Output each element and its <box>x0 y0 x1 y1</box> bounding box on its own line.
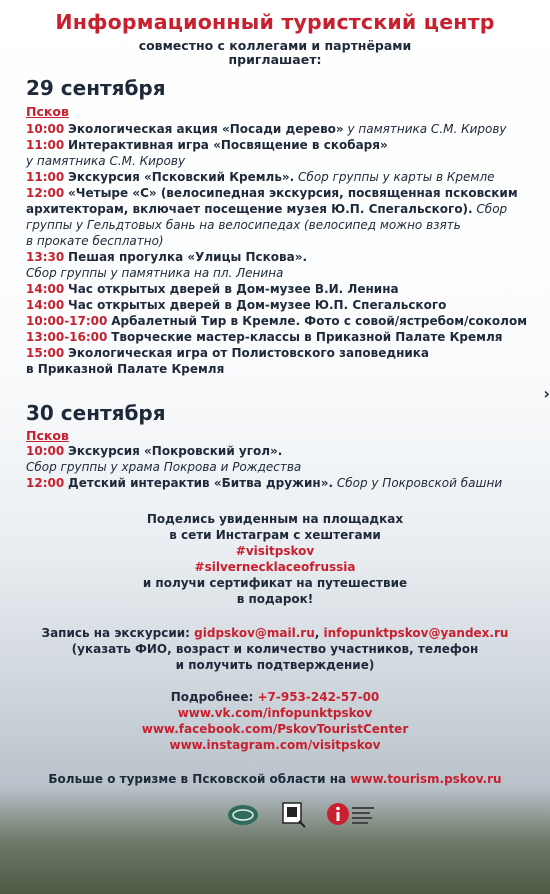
event-name: Экологическая акция «Посади дерево» <box>68 122 344 136</box>
event-row <box>26 281 541 297</box>
vk-link[interactable]: www.vk.com/infopunktpskov <box>177 706 373 720</box>
event-name: Интерактивная игра «Посвящение в скобаря» <box>68 138 388 152</box>
event-row <box>26 475 541 491</box>
event-time: 12:00 <box>26 186 65 200</box>
event-row <box>26 265 541 281</box>
next-chevron-icon[interactable]: › <box>543 384 550 403</box>
event-row <box>26 297 541 313</box>
event-row <box>26 249 541 265</box>
event-time: 10:00 <box>26 122 65 136</box>
event-name: Арбалетный Тир в Кремле. Фото с совой/ястребом/соколом <box>111 314 528 328</box>
signup-line3: и получить подтверждение) <box>175 658 375 672</box>
event-row <box>26 443 541 459</box>
event-note: у памятника С.М. Кирову <box>343 122 507 136</box>
event-time: 13:30 <box>26 250 65 264</box>
day2-date: 30 сентября <box>26 401 166 425</box>
event-name: Экскурсия «Покровский угол». <box>68 444 283 458</box>
signup-line <box>0 626 550 640</box>
event-name: Пешая прогулка «Улицы Пскова». <box>68 250 308 264</box>
info-center-logo <box>326 801 376 833</box>
day1-city: Псков <box>26 104 69 119</box>
more-label: Подробнее: <box>170 690 258 704</box>
event-name: Час открытых дверей в Дом-музее В.И. Ленина <box>68 282 399 296</box>
event-row <box>26 361 541 377</box>
event-row <box>26 201 541 217</box>
event-name: Экскурсия «Псковский Кремль». <box>68 170 295 184</box>
share-line2: в сети Инстаграм с хештегами <box>169 528 381 542</box>
email-link-2[interactable]: infopunktpskov@yandex.ru <box>323 626 509 640</box>
footer-line <box>0 772 550 786</box>
event-name: Экологическая игра от Полистовского заповедника <box>68 346 430 360</box>
instagram-link[interactable]: www.instagram.com/visitpskov <box>169 738 381 752</box>
signup-sep: , <box>314 626 324 640</box>
share-line1: Поделись увиденным на площадках <box>146 512 404 526</box>
event-name: Час открытых дверей в Дом-музее Ю.П. Спегальского <box>68 298 447 312</box>
day2-city: Псков <box>26 428 69 443</box>
event-time: 14:00 <box>26 282 65 296</box>
event-row <box>26 137 541 153</box>
partner-logo-1 <box>226 803 260 831</box>
event-note: Сбор <box>472 202 508 216</box>
event-row <box>26 217 541 233</box>
event-time: 11:00 <box>26 138 65 152</box>
phone-link[interactable]: +7-953-242-57-00 <box>257 690 380 704</box>
subtitle-line2: приглашает: <box>228 52 322 67</box>
event-row <box>26 169 541 185</box>
day1-date: 29 сентября <box>26 76 166 100</box>
event-time: 14:00 <box>26 298 65 312</box>
event-note: Сбор группы у памятника на пл. Ленина <box>26 266 284 280</box>
hashtag-visitpskov[interactable]: #visitpskov <box>235 544 315 558</box>
event-note: группы у Гельдтовых бань на велосипедах (велосипед можно взять <box>26 218 461 232</box>
event-row <box>26 121 541 137</box>
event-note: у памятника С.М. Кирову <box>26 154 186 168</box>
event-time: 13:00-16:00 <box>26 330 108 344</box>
event-name: архитекторам, включает посещение музея Ю.П. Спегальского). <box>26 202 473 216</box>
hashtag-silvernecklace[interactable]: #silvernecklaceofrussia <box>194 560 356 574</box>
event-note: Сбор у Покровской башни <box>333 476 503 490</box>
footer-label: Больше о туризме в Псковской области на <box>48 772 351 786</box>
event-row <box>26 345 541 361</box>
event-name: Творческие мастер-классы в Приказной Палате Кремля <box>111 330 503 344</box>
email-link-1[interactable]: gidpskov@mail.ru <box>194 626 315 640</box>
event-row <box>26 233 541 249</box>
event-time: 10:00-17:00 <box>26 314 108 328</box>
event-name: Детский интерактив «Битва дружин». <box>68 476 334 490</box>
event-note: Сбор группы у карты в Кремле <box>294 170 495 184</box>
page-title: Информационный туристский центр <box>55 10 495 34</box>
event-row <box>26 185 541 201</box>
event-time: 10:00 <box>26 444 65 458</box>
share-line4: в подарок! <box>236 592 314 606</box>
facebook-link[interactable]: www.facebook.com/PskovTouristCenter <box>141 722 409 736</box>
event-note: в прокате бесплатно) <box>26 234 164 248</box>
event-time: 15:00 <box>26 346 65 360</box>
event-name: «Четыре «С» (велосипедная экскурсия, посвященная псковским <box>68 186 518 200</box>
partner-logo-2 <box>281 801 307 833</box>
signup-label: Запись на экскурсии: <box>41 626 195 640</box>
event-row <box>26 313 541 329</box>
more-line <box>0 690 550 704</box>
tourism-link[interactable]: www.tourism.pskov.ru <box>350 772 502 786</box>
event-time: 11:00 <box>26 170 65 184</box>
event-name: в Приказной Палате Кремля <box>26 362 225 376</box>
subtitle-line1: совместно с коллегами и партнёрами <box>138 38 412 53</box>
event-row <box>26 329 541 345</box>
event-row <box>26 153 541 169</box>
share-line3: и получи сертификат на путешествие <box>142 576 408 590</box>
event-row <box>26 459 541 475</box>
event-time: 12:00 <box>26 476 65 490</box>
signup-line2: (указать ФИО, возраст и количество участников, телефон <box>71 642 479 656</box>
event-note: Сбор группы у храма Покрова и Рождества <box>26 460 302 474</box>
